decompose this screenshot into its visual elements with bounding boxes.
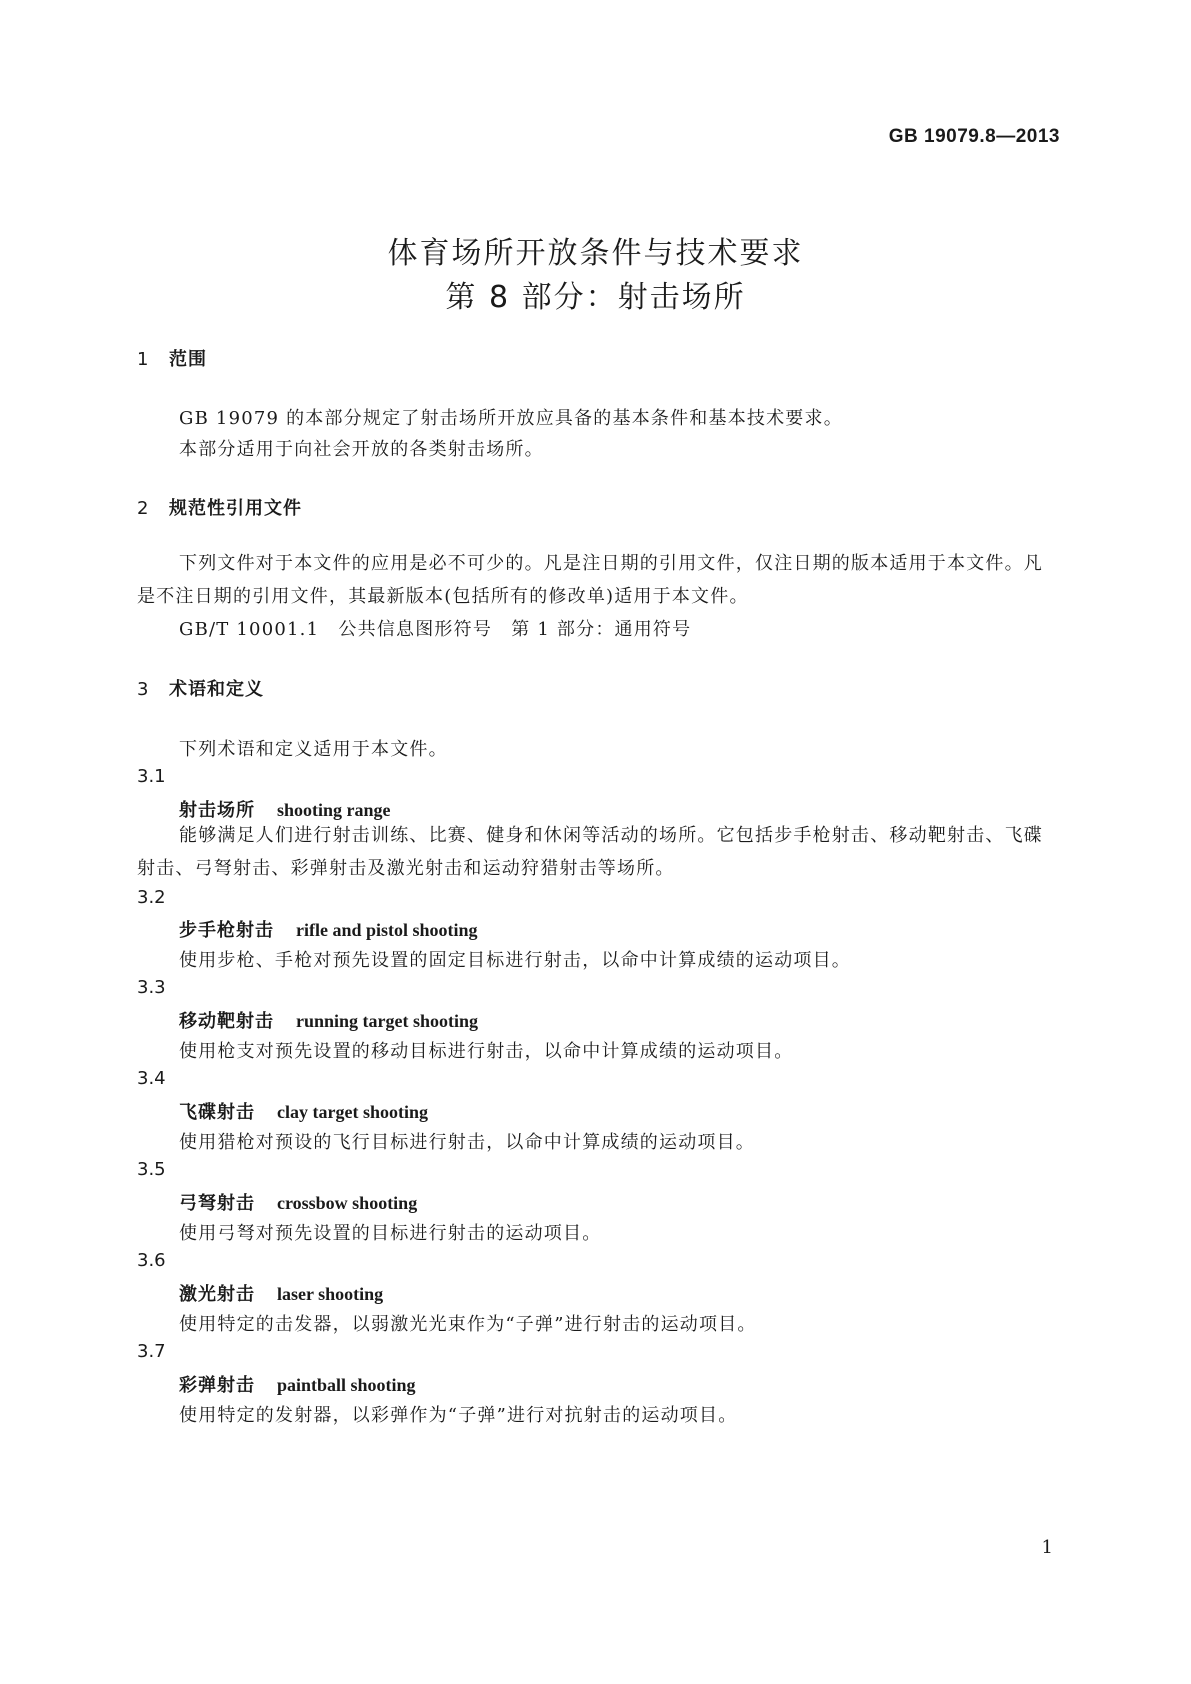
term-definition: 使用特定的发射器，以彩弹作为“子弹”进行对抗射击的运动项目。	[179, 1405, 738, 1426]
term-en: paintball shooting	[277, 1375, 416, 1395]
document-title: 体育场所开放条件与技术要求	[387, 236, 804, 271]
section-number: 2	[137, 498, 150, 519]
term-en: rifle and pistol shooting	[296, 920, 478, 940]
term-definition: 使用猎枪对预设的飞行目标进行射击，以命中计算成绩的运动项目。	[179, 1132, 755, 1153]
term-zh: 移动靶射击	[179, 1011, 274, 1032]
term-zh: 激光射击	[179, 1284, 255, 1305]
term-definition: 使用步枪、手枪对预先设置的固定目标进行射击，以命中计算成绩的运动项目。	[179, 950, 851, 971]
section-heading-normative-references	[137, 494, 302, 520]
section-number: 3	[137, 679, 150, 700]
paragraph-text: 下列文件对于本文件的应用是必不可少的。凡是注日期的引用文件，仅注日期的版本适用于本文件。凡是不注日期的引用文件，其最新版本(包括所有的修改单)适用于本文件。	[137, 553, 1043, 607]
term-en: crossbow shooting	[277, 1193, 418, 1213]
term-definition: 使用特定的击发器，以弱激光光束作为“子弹”进行射击的运动项目。	[179, 1314, 757, 1335]
paragraph	[137, 547, 1057, 613]
term-zh: 步手枪射击	[179, 920, 274, 941]
term-zh: 彩弹射击	[179, 1375, 255, 1396]
term-definition: 使用弓弩对预先设置的目标进行射击的运动项目。	[179, 1223, 602, 1244]
term-definition: 使用枪支对预先设置的移动目标进行射击，以命中计算成绩的运动项目。	[179, 1041, 794, 1062]
term-en: laser shooting	[277, 1284, 384, 1304]
section-title: 规范性引用文件	[169, 498, 302, 519]
document-subtitle: 第 8 部分：射击场所	[445, 280, 746, 315]
term-number: 3.7	[137, 1341, 166, 1362]
term-number: 3.3	[137, 977, 166, 998]
term-en: shooting range	[277, 800, 391, 820]
term-definition	[137, 819, 1057, 885]
paragraph: GB 19079 的本部分规定了射击场所开放应具备的基本条件和基本技术要求。	[179, 408, 843, 429]
term-title	[179, 1007, 478, 1033]
paragraph: 下列术语和定义适用于本文件。	[179, 739, 448, 760]
standard-code: GB 19079.8—2013	[888, 126, 1060, 147]
term-title	[179, 916, 478, 942]
term-title	[179, 1098, 428, 1124]
term-en: clay target shooting	[277, 1102, 428, 1122]
term-number: 3.6	[137, 1250, 166, 1271]
reference-item: GB/T 10001.1 公共信息图形符号 第 1 部分：通用符号	[179, 619, 692, 640]
term-number: 3.5	[137, 1159, 166, 1180]
term-zh: 射击场所	[179, 800, 255, 821]
term-en: running target shooting	[296, 1011, 479, 1031]
page-number: 1	[1041, 1537, 1053, 1558]
term-zh: 弓弩射击	[179, 1193, 255, 1214]
term-number: 3.4	[137, 1068, 166, 1089]
term-title	[179, 1371, 416, 1397]
section-title: 范围	[169, 349, 207, 370]
term-title	[179, 1280, 383, 1306]
section-heading-scope	[137, 345, 207, 371]
term-number: 3.1	[137, 766, 166, 787]
section-title: 术语和定义	[169, 679, 264, 700]
definition-text: 能够满足人们进行射击训练、比赛、健身和休闲等活动的场所。它包括步手枪射击、移动靶射击、飞碟射击、弓弩射击、彩弹射击及激光射击和运动狩猎射击等场所。	[137, 825, 1043, 879]
term-number: 3.2	[137, 887, 166, 908]
section-number: 1	[137, 349, 150, 370]
term-zh: 飞碟射击	[179, 1102, 255, 1123]
section-heading-terms	[137, 675, 264, 701]
term-title	[179, 1189, 417, 1215]
paragraph: 本部分适用于向社会开放的各类射击场所。	[179, 439, 544, 460]
